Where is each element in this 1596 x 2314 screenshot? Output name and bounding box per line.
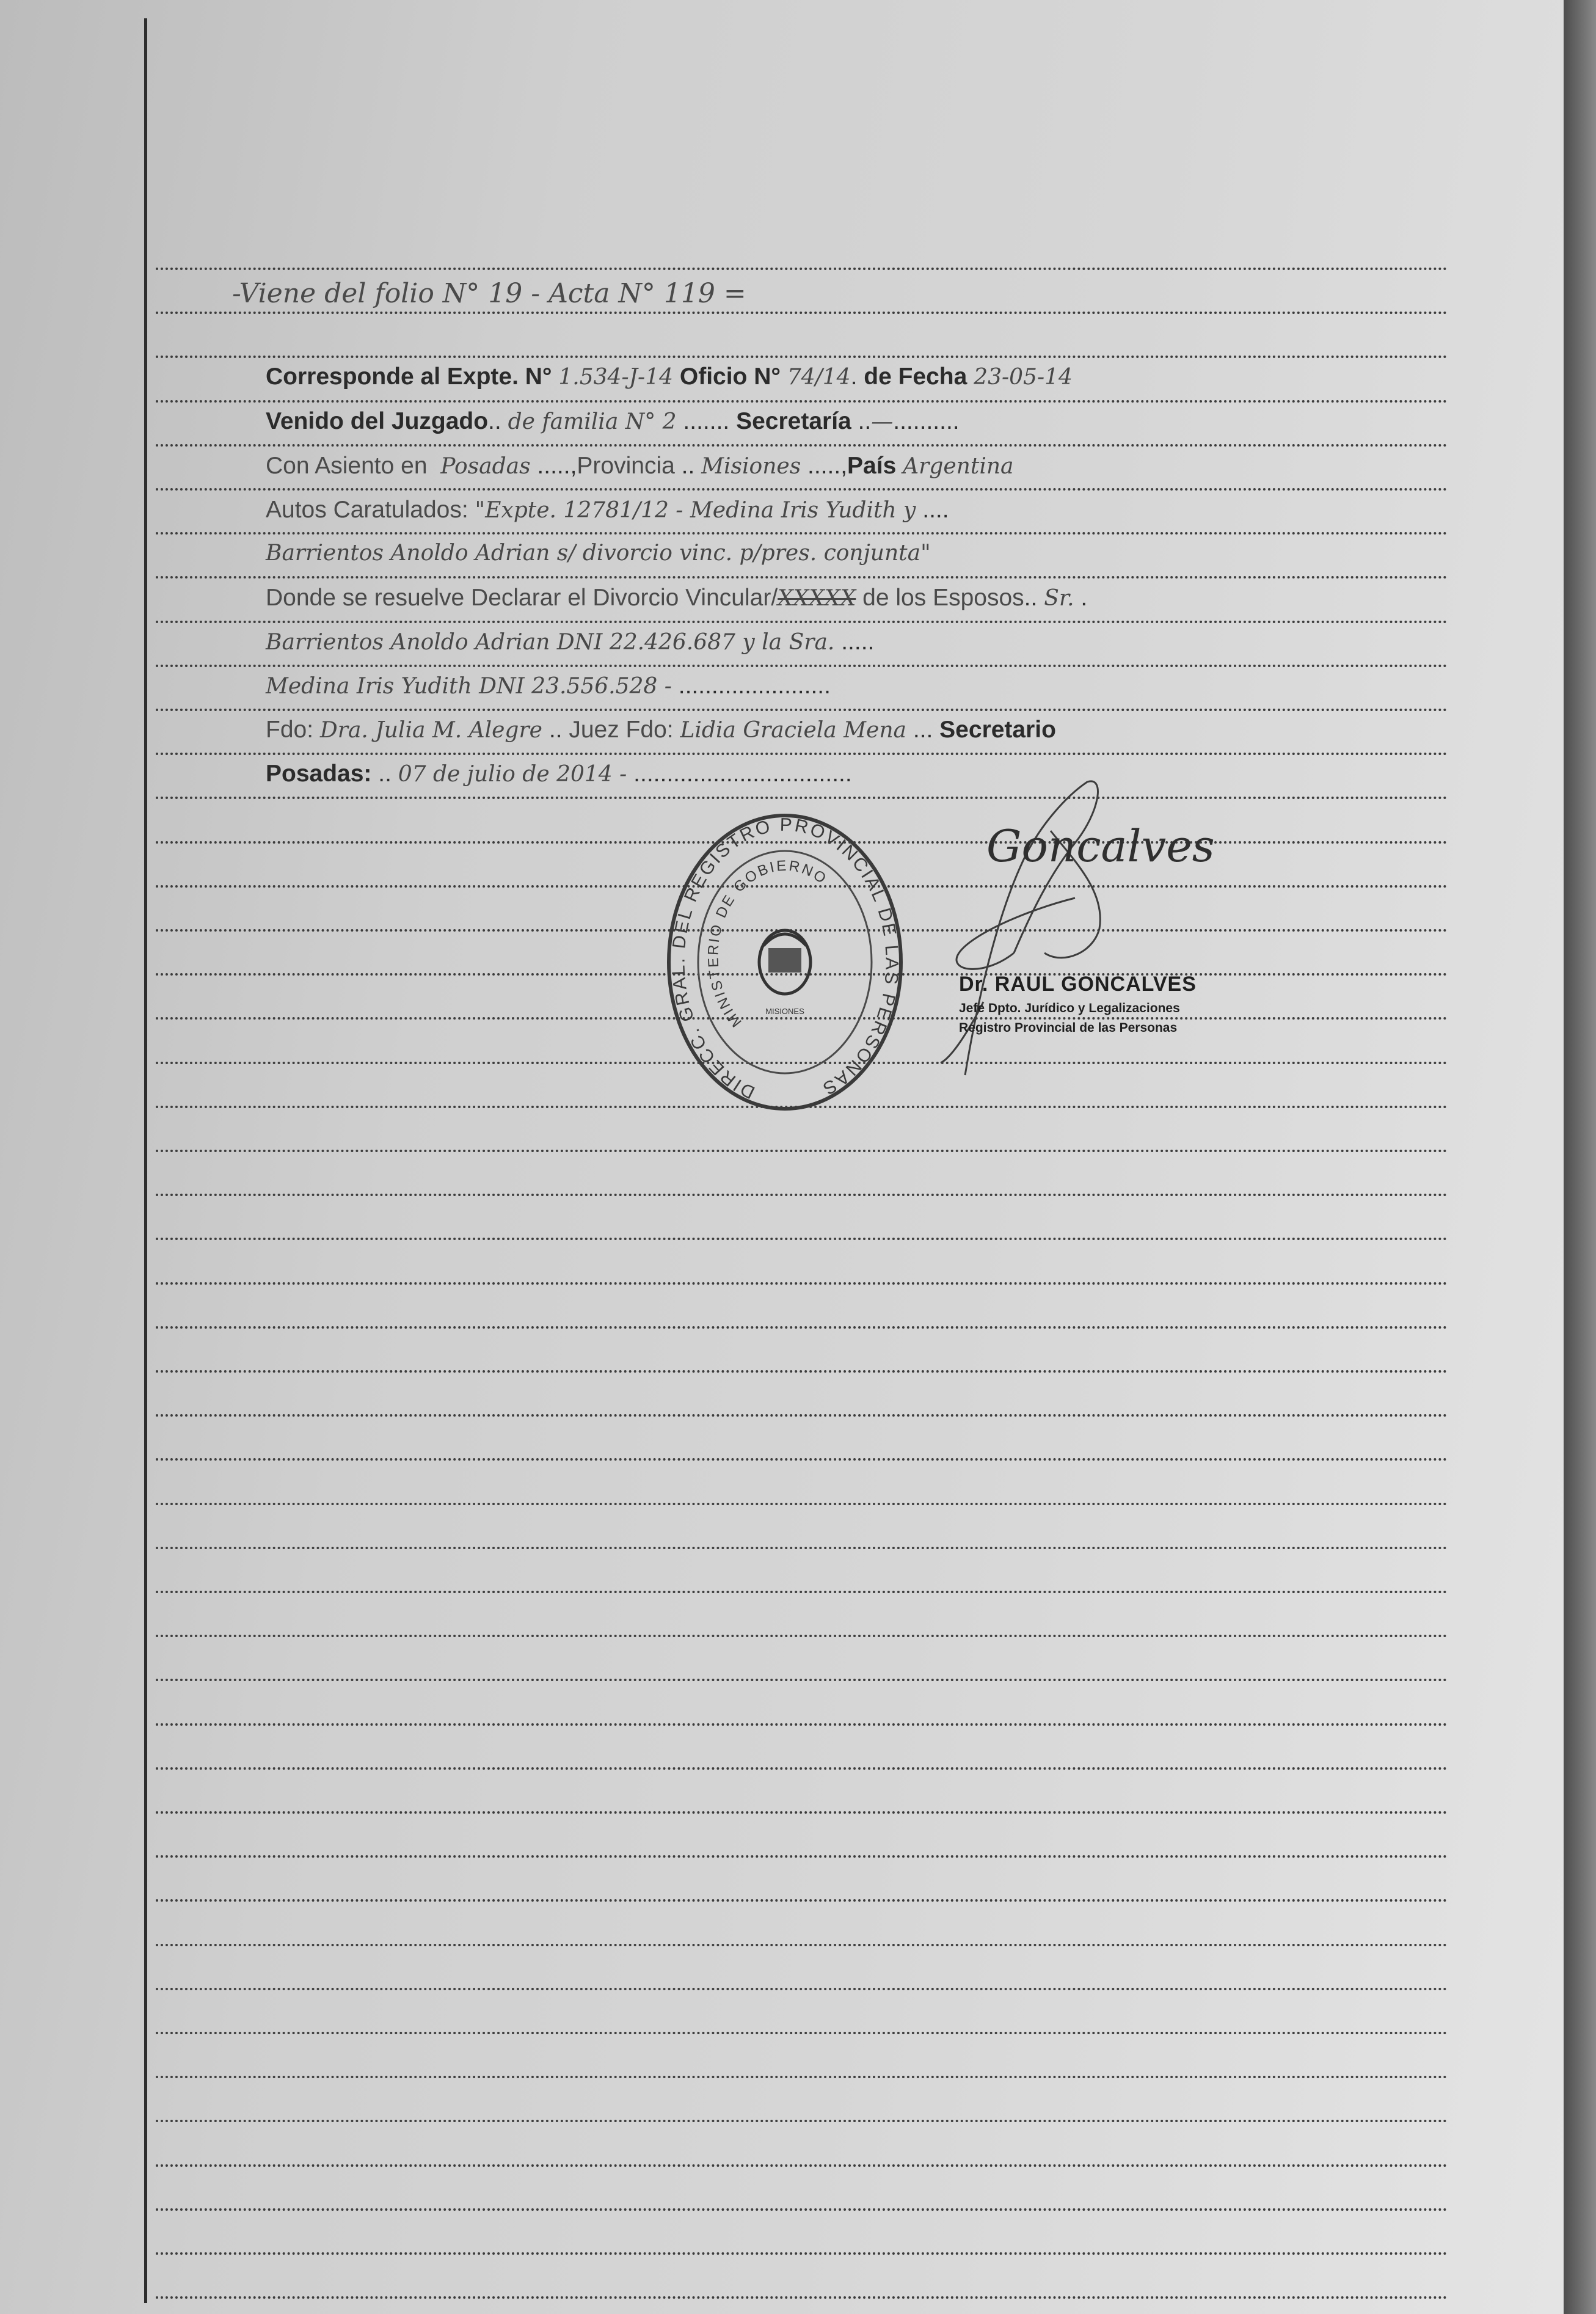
margin-note: -Viene del folio N° 19 - Acta N° 119 = bbox=[232, 278, 746, 309]
field-value: Medina Iris Yudith DNI 23.556.528 - bbox=[266, 674, 672, 699]
ruled-line bbox=[156, 2032, 1448, 2034]
field-value: Dra. Julia M. Alegre bbox=[319, 718, 542, 743]
ruled-line bbox=[156, 1282, 1448, 1285]
field-value: Misiones bbox=[701, 454, 801, 479]
ruled-line bbox=[156, 1679, 1448, 1681]
coat-of-arms-icon bbox=[759, 930, 811, 994]
field-esposa: Medina Iris Yudith DNI 23.556.528 - ....................... bbox=[266, 673, 831, 699]
field-value: Barrientos Anoldo Adrian DNI 22.426.687 y la Sra. bbox=[266, 630, 835, 655]
struck-value: XXXXX bbox=[778, 586, 856, 611]
field-juzgado: Venido del Juzgado .. de familia N° 2 ....... Secretaría .. — .......... bbox=[266, 408, 960, 434]
field-expediente: Corresponde al Expte. N° 1.534-J-14 Oficio N° 74/14 . de Fecha 23-05-14 bbox=[266, 363, 1073, 390]
page-edge bbox=[1564, 0, 1596, 2314]
ruled-line bbox=[156, 2208, 1448, 2211]
field-label: Secretario bbox=[939, 717, 1056, 743]
ruled-line bbox=[156, 1150, 1448, 1152]
field-esposo: Barrientos Anoldo Adrian DNI 22.426.687 y la Sra. ..... bbox=[266, 629, 875, 655]
ruled-line bbox=[156, 1458, 1448, 1461]
field-label: Con Asiento en bbox=[266, 453, 428, 479]
stamp-center-text: MISIONES bbox=[765, 1007, 804, 1016]
ruled-line bbox=[156, 1723, 1448, 1726]
field-label: Fdo: bbox=[266, 717, 314, 743]
field-autos: Autos Caratulados: "Expte. 12781/12 - Medina Iris Yudith y .... bbox=[266, 497, 949, 523]
ruled-line bbox=[156, 532, 1448, 535]
stamp-outer-text: DIRECC. GRAL. DEL REGISTRO PROVINCIAL DE LAS PERSONAS bbox=[668, 814, 902, 1103]
field-value: "Expte. 12781/12 - Medina Iris Yudith y bbox=[475, 498, 916, 523]
ruled-line bbox=[156, 1811, 1448, 1814]
field-resolucion: Donde se resuelve Declarar el Divorcio Vincular/ XXXXX de los Esposos .. Sr. . bbox=[266, 585, 1088, 611]
ruled-line bbox=[156, 356, 1448, 358]
ruled-line bbox=[156, 2252, 1448, 2255]
field-label: Posadas: bbox=[266, 761, 372, 787]
ruled-line bbox=[156, 797, 1448, 799]
ruled-line bbox=[156, 1547, 1448, 1549]
signer-office: Registro Provincial de las Personas bbox=[959, 1021, 1178, 1035]
margin-line bbox=[144, 18, 147, 2303]
ruled-line bbox=[156, 709, 1448, 711]
ruled-line bbox=[156, 1194, 1448, 1196]
field-value: 07 de julio de 2014 - bbox=[398, 762, 627, 787]
field-autos-cont bbox=[266, 541, 1231, 566]
handwritten-signature bbox=[892, 770, 1234, 1100]
ruled-line bbox=[156, 1988, 1448, 1990]
field-value: 23-05-14 bbox=[974, 365, 1073, 390]
field-label: Donde se resuelve Declarar el Divorcio Vincular/ bbox=[266, 585, 778, 611]
field-value: Posadas bbox=[440, 454, 531, 479]
field-posadas: Posadas: .. 07 de julio de 2014 - ................................. bbox=[266, 761, 852, 787]
field-firmas: Fdo: Dra. Julia M. Alegre .. Juez Fdo: Lidia Graciela Mena ... Secretario bbox=[266, 717, 1056, 743]
field-label: País bbox=[847, 453, 897, 479]
ruled-line bbox=[156, 1855, 1448, 1858]
ruled-line bbox=[156, 1899, 1448, 1902]
field-value: Sr. bbox=[1044, 586, 1074, 611]
ruled-line bbox=[156, 2076, 1448, 2078]
signature-block bbox=[959, 973, 1197, 1035]
ruled-line bbox=[156, 665, 1448, 667]
field-label: de Fecha bbox=[864, 363, 967, 390]
field-label: Autos Caratulados: bbox=[266, 497, 468, 523]
signer-name: Dr. RAUL GONCALVES bbox=[959, 973, 1197, 996]
ruled-line bbox=[156, 576, 1448, 578]
field-label: Corresponde al Expte. N° bbox=[266, 363, 552, 390]
ruled-line bbox=[156, 1238, 1448, 1240]
ruled-line bbox=[156, 1591, 1448, 1593]
field-label: Venido del Juzgado bbox=[266, 408, 489, 434]
field-value: de familia N° 2 bbox=[508, 409, 677, 434]
ruled-line bbox=[156, 2120, 1448, 2122]
ruled-line bbox=[156, 268, 1448, 270]
field-label: Juez Fdo: bbox=[569, 717, 674, 743]
field-value: 1.534-J-14 bbox=[558, 365, 674, 390]
field-label: Oficio N° bbox=[679, 363, 781, 390]
signature-scrawl: Goncalves bbox=[986, 820, 1215, 872]
field-label: Provincia bbox=[577, 453, 675, 479]
ruled-line bbox=[156, 753, 1448, 755]
ruled-line bbox=[156, 2296, 1448, 2299]
field-value: Argentina bbox=[903, 454, 1014, 479]
field-value: Lidia Graciela Mena bbox=[680, 718, 906, 743]
signer-title: Jefe Dpto. Jurídico y Legalizaciones bbox=[959, 1001, 1180, 1015]
field-value: — bbox=[871, 409, 894, 434]
ruled-line bbox=[156, 1767, 1448, 1770]
ruled-line bbox=[156, 1370, 1448, 1373]
field-value: Barrientos Anoldo Adrian s/ divorcio vinc. p/pres. conjunta" bbox=[266, 541, 931, 566]
ruled-line bbox=[156, 488, 1448, 491]
ruled-line bbox=[156, 1635, 1448, 1637]
field-label: Secretaría bbox=[736, 408, 851, 434]
ruled-line bbox=[156, 1503, 1448, 1505]
field-label: de los Esposos bbox=[862, 585, 1024, 611]
ruled-line bbox=[156, 2164, 1448, 2167]
ruled-line bbox=[156, 1414, 1448, 1417]
official-stamp bbox=[654, 806, 916, 1124]
ruled-line bbox=[156, 1944, 1448, 1946]
ruled-line bbox=[156, 1326, 1448, 1329]
ruled-line bbox=[156, 444, 1448, 447]
ruled-line bbox=[156, 312, 1448, 314]
field-value: 74/14 bbox=[787, 365, 851, 390]
stamp-inner-text: MINISTERIO DE GOBIERNO bbox=[705, 857, 831, 1031]
ruled-line bbox=[156, 621, 1448, 623]
ruled-line bbox=[156, 400, 1448, 403]
field-asiento: Con Asiento en Posadas ....., Provincia .. Misiones ....., País Argentina bbox=[266, 453, 1014, 479]
